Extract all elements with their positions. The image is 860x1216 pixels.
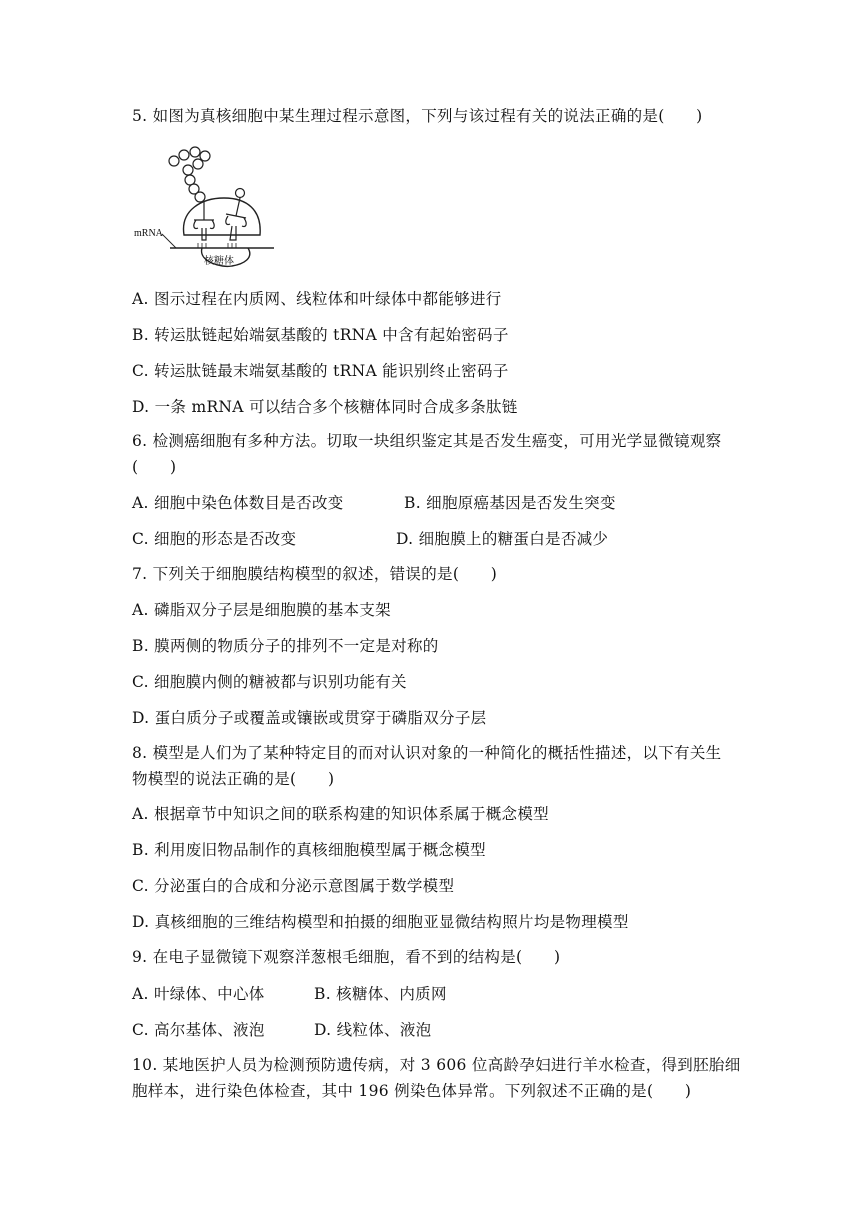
q5-option-a: A. 图示过程在内质网、线粒体和叶绿体中都能够进行 [132,290,502,308]
q6-option-d: D. 细胞膜上的糖蛋白是否减少 [396,530,609,548]
q8-stem-line2: 物模型的说法正确的是( ) [132,770,335,788]
q9-option-c: C. 高尔基体、液泡 [132,1021,265,1039]
q5-option-b: B. 转运肽链起始端氨基酸的 tRNA 中含有起始密码子 [132,326,509,344]
q8-option-c: C. 分泌蛋白的合成和分泌示意图属于数学模型 [132,877,455,895]
mrna-label: mRNA [134,228,163,239]
q8-option-a: A. 根据章节中知识之间的联系构建的知识体系属于概念模型 [132,805,549,823]
q8-stem-line1: 8. 模型是人们为了某种特定目的而对认识对象的一种简化的概括性描述，以下有关生 [132,744,722,762]
q6-stem-line1: 6. 检测癌细胞有多种方法。切取一块组织鉴定其是否发生癌变，可用光学显微镜观察 [132,432,722,450]
ribosome-label: 核糖体 [204,256,234,267]
q5-stem: 5. 如图为真核细胞中某生理过程示意图，下列与该过程有关的说法正确的是( ) [132,107,703,125]
q6-option-b: B. 细胞原癌基因是否发生突变 [404,494,616,512]
q8-option-b: B. 利用废旧物品制作的真核细胞模型属于概念模型 [132,841,486,859]
q10-stem-line2: 胞样本，进行染色体检查，其中 196 例染色体异常。下列叙述不正确的是( ) [132,1082,692,1100]
polypeptide-chain [169,147,245,202]
q7-option-a: A. 磷脂双分子层是细胞膜的基本支架 [132,601,391,619]
q5-option-c: C. 转运肽链最末端氨基酸的 tRNA 能识别终止密码子 [132,362,509,380]
q5-option-d: D. 一条 mRNA 可以结合多个核糖体同时合成多条肽链 [132,398,518,416]
q9-option-d: D. 线粒体、液泡 [314,1021,432,1039]
ribosome-diagram [132,140,282,275]
q7-stem: 7. 下列关于细胞膜结构模型的叙述，错误的是( ) [132,565,498,583]
q9-option-a: A. 叶绿体、中心体 [132,985,265,1003]
q7-option-c: C. 细胞膜内侧的糖被都与识别功能有关 [132,673,407,691]
q8-option-d: D. 真核细胞的三维结构模型和拍摄的细胞亚显微结构照片均是物理模型 [132,913,629,931]
q6-stem-line2: ( ) [132,458,177,476]
q7-option-b: B. 膜两侧的物质分子的排列不一定是对称的 [132,637,439,655]
q6-option-c: C. 细胞的形态是否改变 [132,530,297,548]
trna-2 [226,198,246,240]
q9-option-b: B. 核糖体、内质网 [314,985,447,1003]
q9-stem: 9. 在电子显微镜下观察洋葱根毛细胞，看不到的结构是( ) [132,948,561,966]
q10-stem-line1: 10. 某地医护人员为检测预防遗传病，对 3 606 位高龄孕妇进行羊水检查，得到胚胎细 [132,1056,741,1074]
translation-figure [132,140,282,275]
q6-option-a: A. 细胞中染色体数目是否改变 [132,494,344,512]
q7-option-d: D. 蛋白质分子或覆盖或镶嵌或贯穿于磷脂双分子层 [132,709,487,727]
